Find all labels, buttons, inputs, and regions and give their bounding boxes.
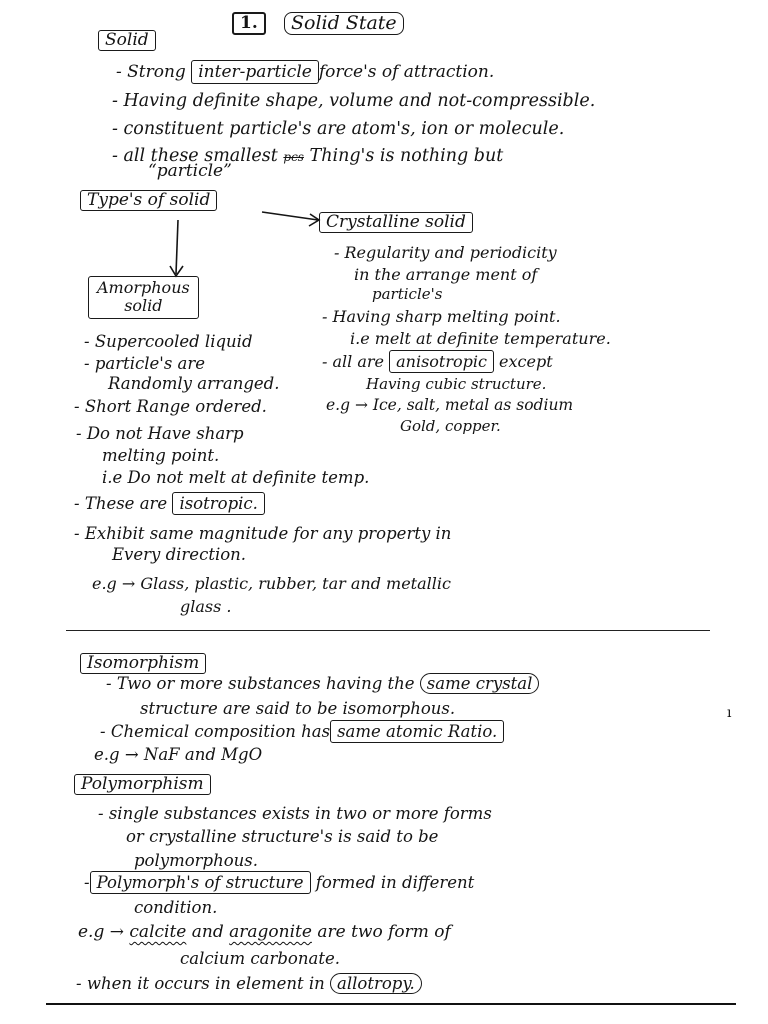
polymorphism-point-1: - single substances exists in two or more forms [98,804,492,823]
allotropy-boxed-term: allotropy. [330,973,422,994]
amorphous-point-1: - Supercooled liquid [84,332,253,351]
solid-point-4: - all these smallest pcs Thing's is nothing but [112,146,504,166]
polymorphism-point-7: - when it occurs in element in allotropy. [76,976,422,993]
isomorphism-example: e.g → NaF and MgO [94,745,263,764]
crystalline-point-5: i.e melt at definite temperature. [350,329,611,348]
crystalline-point-1: - Regularity and periodicity [334,243,557,262]
polymorphism-example: e.g → calcite and aragonite are two form of [78,922,451,942]
amorphous-point-11: e.g → Glass, plastic, rubber, tar and metallic [92,574,451,593]
polymorphism-point-6: calcium carbonate. [180,949,340,968]
amorphous-point-9: - Exhibit same magnitude for any property in [74,524,452,543]
polymorphism-point-5: condition. [134,898,218,917]
stray-mark: ı [727,705,732,721]
isomorphism-point-1: - Two or more substances having the same crystal [106,676,539,693]
amorphous-point-5: - Do not Have sharp [76,424,244,443]
amorphous-point-3: Randomly arranged. [108,374,280,393]
page-bottom-rule [46,1003,736,1005]
same-crystal-boxed-term: same crystal [420,673,540,694]
amorphous-point-4: - Short Range ordered. [74,397,267,416]
solid-point-5: “particle” [148,161,232,181]
isomorphism-heading: Isomorphism [80,653,206,674]
anisotropic-boxed-term: anisotropic [389,350,494,373]
solid-point-3: - constituent particle's are atom's, ion or molecule. [112,119,565,139]
amorphous-point-8: - These are isotropic. [74,496,265,513]
isomorphism-point-3: - Chemical composition has same atomic Ratio. [100,724,504,741]
polymorphism-heading: Polymorphism [74,774,211,795]
crystalline-point-6: - all are anisotropic except [322,352,553,371]
aragonite-term: aragonite [229,922,312,942]
solid-heading: Solid [98,30,156,51]
types-of-solid-heading: Type's of solid [80,190,217,211]
same-atomic-ratio-boxed-term: same atomic Ratio. [330,720,504,743]
chapter-number: 1. [232,12,266,35]
inter-particle-boxed-term: inter-particle [191,60,319,84]
struck-word: pcs [283,150,304,164]
amorphous-point-2: - particle's are [84,354,206,373]
amorphous-point-6: melting point. [102,446,220,465]
crystalline-solid-heading: Crystalline solid [319,212,473,233]
polymorphism-point-4: - Polymorph's of structure formed in different [84,873,475,892]
amorphous-point-7: i.e Do not melt at definite temp. [102,468,370,487]
amorphous-point-10: Every direction. [112,545,247,564]
polymorphism-point-3: polymorphous. [134,851,259,870]
crystalline-point-7: Having cubic structure. [366,375,547,393]
amorphous-point-12: glass . [180,597,232,616]
crystalline-point-2: in the arrange ment of [354,265,538,284]
crystalline-point-3: particle's [372,285,443,303]
sheet-divider [66,630,710,631]
solid-point-1: - Strong inter-particle force's of attraction. [116,62,495,82]
polymorphism-point-2: or crystalline structure's is said to be [126,827,439,846]
page-title: Solid State [284,12,404,35]
crystalline-point-8: e.g → Ice, salt, metal as sodium [326,396,574,414]
polymorphs-boxed-term: Polymorph's of structure [90,871,311,894]
crystalline-point-4: - Having sharp melting point. [322,307,561,326]
amorphous-solid-heading: Amorphous solid [88,276,199,319]
isomorphism-point-2: structure are said to be isomorphous. [140,699,456,718]
calcite-term: calcite [129,922,187,942]
crystalline-point-9: Gold, copper. [400,417,501,435]
isotropic-boxed-term: isotropic. [172,492,264,515]
solid-point-2: - Having definite shape, volume and not-compressible. [112,91,596,111]
